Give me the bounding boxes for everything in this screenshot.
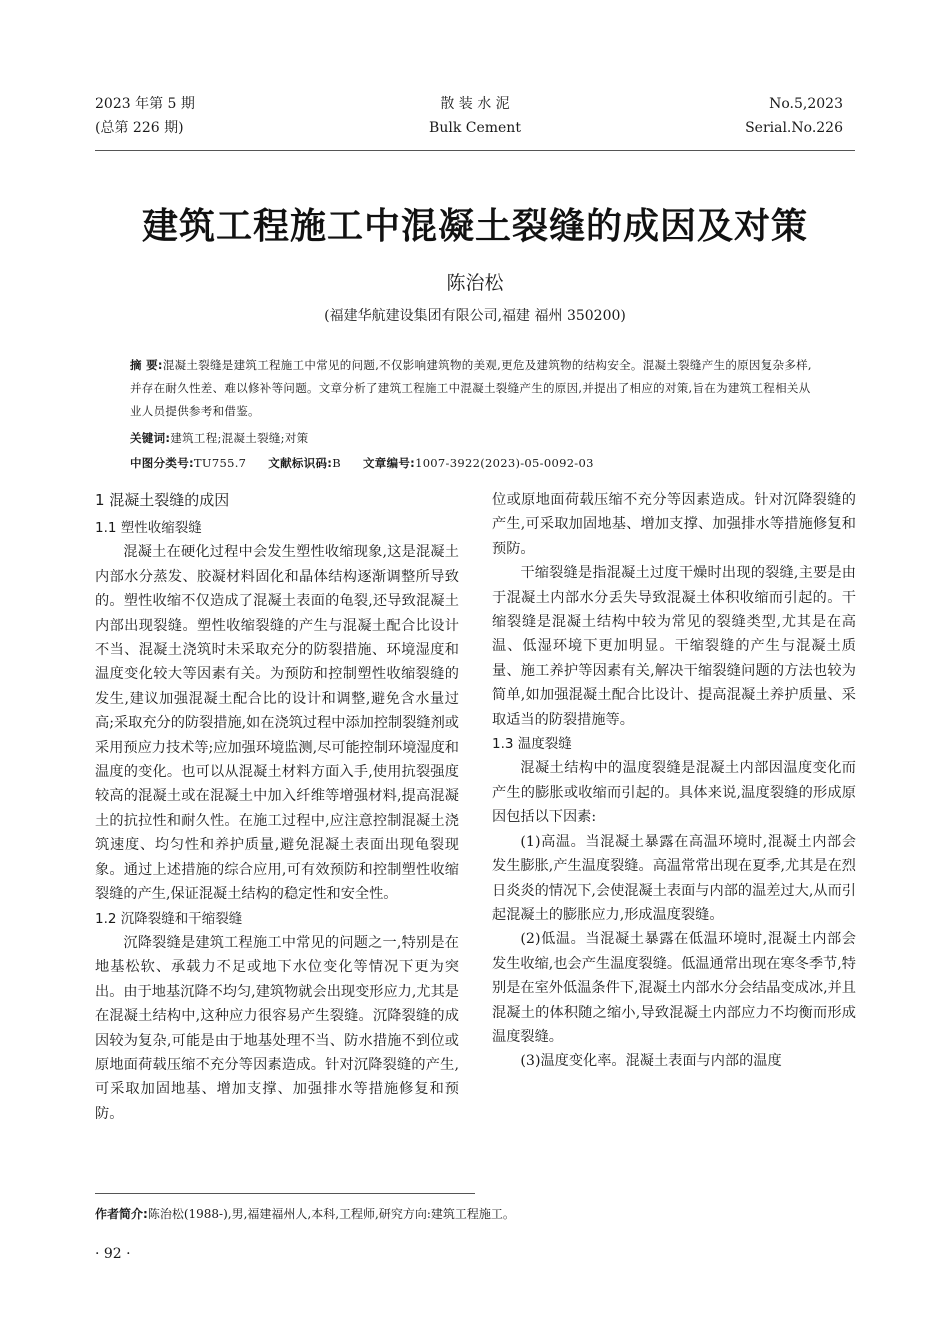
body-column-right	[492, 488, 856, 1074]
paragraph: (1)高温。当混凝土暴露在高温环境时,混凝土内部会发生膨胀,产生温度裂缝。高温常常出现在夏季,尤其是在烈日炎炎的情况下,会使混凝土表面与内部的温差过大,从而引起混凝土的膨胀应力,形成温度裂缝。	[492, 833, 856, 923]
header-divider	[95, 150, 855, 151]
paragraph-continuation: 位或原地面荷载压缩不充分等因素造成。针对沉降裂缝的产生,可采取加固地基、增加支撑、加强排水等措施修复和预防。	[492, 492, 856, 557]
journal-issue-en	[745, 92, 843, 140]
doc-code-value: B	[332, 456, 341, 470]
paragraph: 混凝土在硬化过程中会发生塑性收缩现象,这是混凝土内部水分蒸发、胶凝材料固化和晶体结构逐渐调整所导致的。塑性收缩不仅造成了混凝土表面的龟裂,还导致混凝土内部出现裂缝。塑性收缩裂缝的产生与混凝土配合比设计不当、混凝土浇筑时未采取充分的防裂措施、环境湿度和温度变化较大等因素有关。为预防和控制塑性收缩裂缝的发生,建议加强混凝土配合比的设计和调整,避免含水量过高;采取充分的防裂措施,如在浇筑过程中添加控制裂缝剂或采用预应力技术等;应加强环境监测,尽可能控制环境湿度和温度的变化。也可以从混凝土材料方面入手,使用抗裂强度较高的混凝土或在混凝土中加入纤维等增强材料,提高混凝土的抗拉性和耐久性。在施工过程中,应注意控制混凝土浇筑速度、均匀性和养护质量,避免混凝土表面出现龟裂现象。通过上述措施的综合应用,可有效预防和控制塑性收缩裂缝的产生,保证混凝土结构的稳定性和安全性。	[95, 544, 459, 903]
abstract-text: 混凝土裂缝是建筑工程施工中常见的问题,不仅影响建筑物的美观,更危及建筑物的结构安全。混凝土裂缝产生的原因复杂多样,并存在耐久性差、难以修补等问题。文章分析了建筑工程施工中混凝土裂缝产生的原因,并提出了相应的对策,旨在为建筑工程相关从业人员提供参考和借鉴。	[130, 358, 812, 418]
clc-label: 中图分类号:	[130, 456, 194, 470]
section-heading-1: 1 混凝土裂缝的成因	[95, 491, 230, 509]
serial-number-en: Serial.No.226	[745, 120, 843, 136]
page-number: · 92 ·	[95, 1246, 131, 1262]
body-column-left	[95, 488, 459, 1122]
article-number-value: 1007-3922(2023)-05-0092-03	[415, 456, 594, 470]
journal-name-cn: 散 装 水 泥	[440, 96, 510, 112]
paragraph: 沉降裂缝是建筑工程施工中常见的问题之一,特别是在地基松软、承载力不足或地下水位变化等情况下更为突出。由于地基沉降不均匀,建筑物就会出现变形应力,尤其是在混凝土结构中,这种应力很容易产生裂缝。沉降裂缝的成因较为复杂,可能是由于地基处理不当、防水措施不到位或原地面荷载压缩不充分等因素造成。针对沉降裂缝的产生,可采取加固地基、增加支撑、加强排水等措施修复和预防。	[95, 934, 459, 1122]
paragraph: 干缩裂缝是指混凝土过度干燥时出现的裂缝,主要是由于混凝土内部水分丢失导致混凝土体积收缩而引起的。干缩裂缝是混凝土结构中较为常见的裂缝类型,尤其是在高温、低湿环境下更加明显。干缩裂缝的产生与混凝土质量、施工养护等因素有关,解决干缩裂缝问题的方法也较为简单,如加强混凝土配合比设计、提高混凝土养护质量、采取适当的防裂措施等。	[492, 565, 856, 728]
keywords-text: 建筑工程;混凝土裂缝;对策	[170, 431, 309, 445]
footnote-divider	[95, 1193, 475, 1194]
section-heading-1-3: 1.3 温度裂缝	[492, 736, 572, 753]
affiliation: (福建华航建设集团有限公司,福建 福州 350200)	[324, 308, 626, 324]
article-title: 建筑工程施工中混凝土裂缝的成因及对策	[141, 206, 808, 247]
section-heading-1-1: 1.1 塑性收缩裂缝	[95, 520, 202, 536]
section-heading-1-2: 1.2 沉降裂缝和干缩裂缝	[95, 910, 243, 927]
article-number-label: 文章编号:	[362, 456, 416, 470]
author-bio-text: 陈治松(1988-),男,福建福州人,本科,工程师,研究方向:建筑工程施工。	[147, 1207, 515, 1221]
author-bio-label: 作者简介:	[95, 1207, 148, 1221]
abstract-label: 摘 要:	[130, 358, 163, 372]
journal-name-en: Bulk Cement	[429, 120, 521, 136]
keywords-label: 关键词:	[130, 431, 171, 445]
keywords	[130, 427, 820, 450]
clc-value: TU755.7	[193, 456, 247, 470]
issue-number: 2023 年第 5 期	[95, 96, 195, 112]
paragraph: (2)低温。当混凝土暴露在低温环境时,混凝土内部会发生收缩,也会产生温度裂缝。低温通常出现在寒冬季节,特别是在室外低温条件下,混凝土内部水分会结晶变成冰,并且混凝土的体积随之缩小,导致混凝土内部应力不均衡而形成温度裂缝。	[492, 931, 856, 1045]
paragraph: 混凝土结构中的温度裂缝是混凝土内部因温度变化而产生的膨胀或收缩而引起的。具体来说,温度裂缝的形成原因包括以下因素:	[492, 760, 856, 826]
abstract	[130, 354, 820, 423]
paragraph: (3)温度变化率。混凝土表面与内部的温度	[520, 1053, 782, 1070]
doc-code-label: 文献标识码:	[268, 456, 333, 470]
serial-issue: (总第 226 期)	[95, 120, 184, 136]
author-name: 陈治松	[446, 272, 504, 294]
author-bio	[95, 1204, 515, 1224]
issue-number-en: No.5,2023	[769, 96, 843, 112]
classification-line	[130, 452, 820, 475]
